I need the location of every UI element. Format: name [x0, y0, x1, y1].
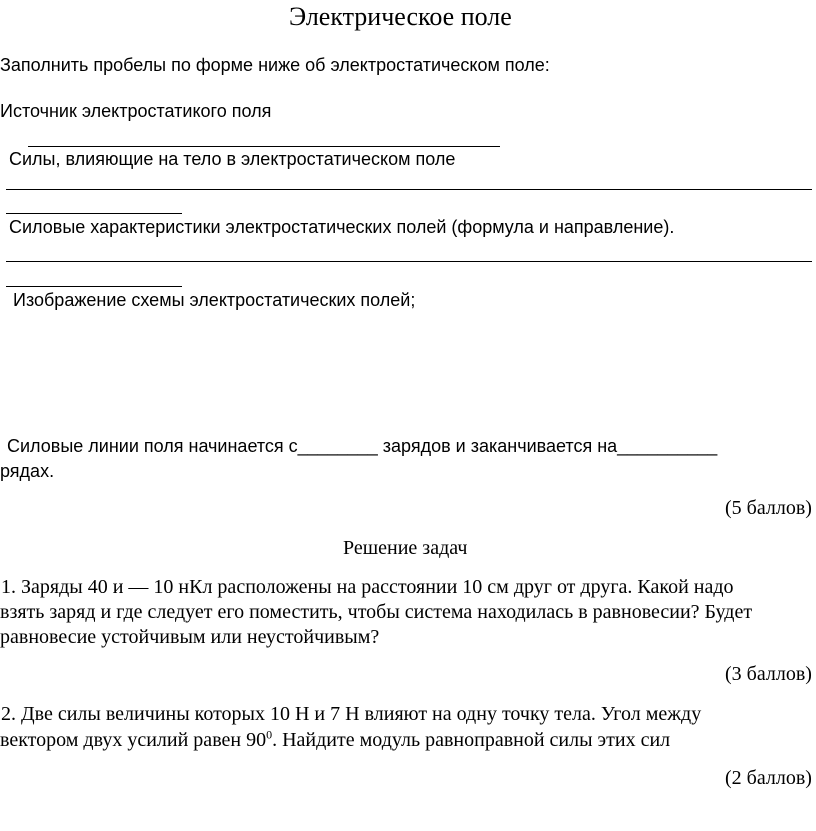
blank-line-characteristics-1[interactable]	[6, 261, 812, 262]
problem1-line2: взять заряд и где следует его поместить, чтобы система находилась в равновесии? Будет	[0, 601, 753, 623]
problem2-line1: 2. Две силы величины которых 10 Н и 7 Н влияют на одну точку тела. Угол между	[1, 703, 702, 725]
points-badge-1: (5 баллов)	[725, 497, 812, 519]
problem1-line1: 1. Заряды 40 и — 10 нКл расположены на расстоянии 10 см друг от друга. Какой надо	[1, 576, 734, 598]
points-badge-3: (2 баллов)	[725, 767, 812, 789]
problem2-line2	[0, 727, 671, 751]
problem1-line3: равновесие устойчивым или неустойчивым?	[0, 626, 380, 648]
problem2-line2-text: вектором двух усилий равен 90	[0, 729, 267, 751]
field-lines-end: рядах.	[0, 461, 55, 481]
section-title: Решение задач	[343, 537, 468, 559]
points-badge-2: (3 баллов)	[725, 663, 812, 685]
blank-line-characteristics-2[interactable]	[6, 286, 182, 287]
field-lines-mid: зарядов и заканчивается на	[377, 436, 618, 456]
item-field-lines	[7, 437, 717, 455]
item-source-label: Источник электростатикого поля	[0, 101, 272, 121]
field-lines-start: Силовые линии поля начинается с	[7, 436, 298, 456]
instruction-text: Заполнить пробелы по форме ниже об электростатическом поле:	[0, 55, 550, 75]
blank-field-lines-1[interactable]: ________	[297, 436, 378, 456]
blank-line-source[interactable]	[28, 146, 500, 147]
item-forces-label: Силы, влияющие на тело в электростатическом поле	[9, 149, 456, 169]
blank-line-forces-1[interactable]	[6, 189, 812, 190]
item-characteristics-label: Силовые характеристики электростатических полей (формула и направление).	[9, 217, 675, 237]
page-title: Электрическое поле	[289, 2, 512, 31]
item-diagram-label: Изображение схемы электростатических полей;	[13, 290, 416, 310]
degree-superscript: 0	[266, 727, 273, 742]
blank-line-forces-2[interactable]	[6, 213, 182, 214]
problem2-line2-rest: . Найдите модуль равноправной силы этих сил	[272, 729, 671, 751]
blank-field-lines-2[interactable]: __________	[617, 436, 718, 456]
